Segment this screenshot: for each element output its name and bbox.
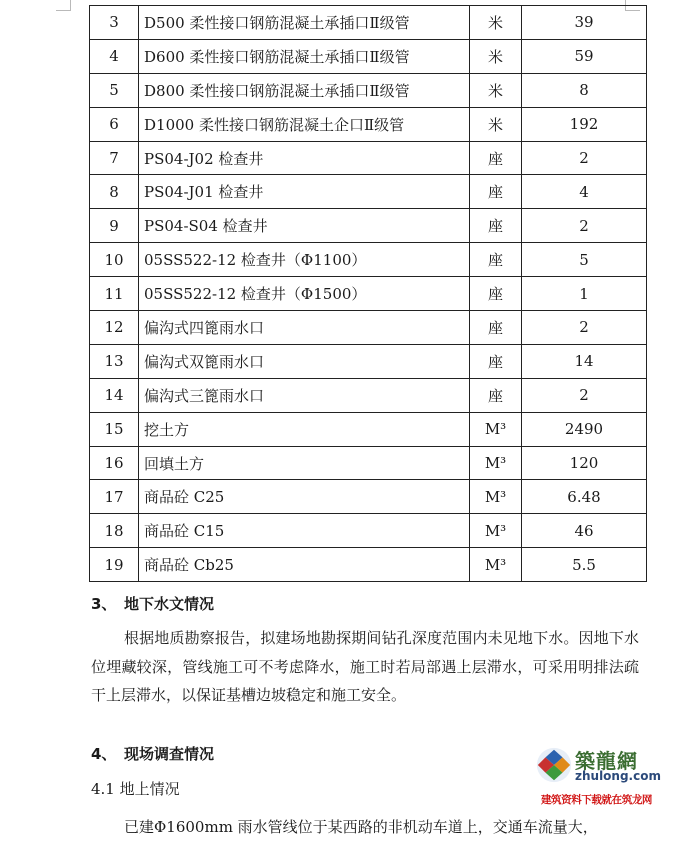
unit-cell: 座: [470, 378, 522, 412]
section-3-paragraph: 根据地质勘察报告，拟建场地勘探期间钻孔深度范围内未见地下水。因地下水位埋藏较深，管线施工可不考虑降水，施工时若局部遇上层滞水，可采用明排法疏干上层滞水，以保证基槽边坡稳定和施工安全。: [91, 629, 639, 705]
unit-cell: 座: [470, 344, 522, 378]
quantity-cell: 14: [522, 344, 647, 378]
unit-cell: M³: [470, 514, 522, 548]
section-4-number: 4、: [91, 745, 117, 763]
section-4-title: 现场调查情况: [124, 745, 215, 763]
quantity-cell: 46: [522, 514, 647, 548]
table-row: [90, 209, 647, 243]
row-number-cell: 12: [90, 311, 139, 345]
table-row: [90, 6, 647, 40]
table-row: [90, 548, 647, 582]
table-row: [90, 107, 647, 141]
unit-cell: 米: [470, 107, 522, 141]
row-number-cell: 11: [90, 277, 139, 311]
row-number-cell: 6: [90, 107, 139, 141]
table-row: [90, 311, 647, 345]
item-name-cell: 挖土方: [139, 412, 470, 446]
quantity-cell: 39: [522, 6, 647, 40]
unit-cell: M³: [470, 412, 522, 446]
item-name-cell: PS04-J01 检查井: [139, 175, 470, 209]
subsection-4-1-title: 4.1 地上情况: [91, 780, 180, 798]
row-number-cell: 15: [90, 412, 139, 446]
watermark-slogan: 建筑资料下载就在筑龙网: [540, 794, 653, 806]
unit-cell: 米: [470, 39, 522, 73]
unit-cell: 米: [470, 73, 522, 107]
table-row: [90, 344, 647, 378]
quantity-cell: 192: [522, 107, 647, 141]
item-name-cell: D800 柔性接口钢筋混凝土承插口Ⅱ级管: [139, 73, 470, 107]
item-name-cell: 商品砼 Cb25: [139, 548, 470, 582]
unit-cell: M³: [470, 548, 522, 582]
section-4-heading: [91, 743, 214, 764]
row-number-cell: 4: [90, 39, 139, 73]
table-row: [90, 39, 647, 73]
item-name-cell: D600 柔性接口钢筋混凝土承插口Ⅱ级管: [139, 39, 470, 73]
table-row: [90, 73, 647, 107]
item-name-cell: PS04-S04 检查井: [139, 209, 470, 243]
row-number-cell: 16: [90, 446, 139, 480]
row-number-cell: 18: [90, 514, 139, 548]
item-name-cell: 05SS522-12 检查井（Φ1100）: [139, 243, 470, 277]
item-name-cell: D500 柔性接口钢筋混凝土承插口Ⅱ级管: [139, 6, 470, 40]
row-number-cell: 3: [90, 6, 139, 40]
section-3-heading: [91, 593, 214, 614]
table-row: [90, 378, 647, 412]
unit-cell: 座: [470, 141, 522, 175]
unit-cell: 座: [470, 209, 522, 243]
zhulong-watermark: [529, 742, 664, 812]
quantity-cell: 5.5: [522, 548, 647, 582]
unit-cell: M³: [470, 446, 522, 480]
item-name-cell: 偏沟式双篦雨水口: [139, 344, 470, 378]
table-row: [90, 277, 647, 311]
section-4-paragraph: 已建Φ1600mm 雨水管线位于某西路的非机动车道上，交通车流量大，: [124, 818, 598, 836]
quantity-cell: 120: [522, 446, 647, 480]
quantity-cell: 8: [522, 73, 647, 107]
item-name-cell: 商品砼 C15: [139, 514, 470, 548]
row-number-cell: 5: [90, 73, 139, 107]
item-name-cell: D1000 柔性接口钢筋混凝土企口Ⅱ级管: [139, 107, 470, 141]
page-corner-mark-left: [56, 0, 71, 11]
section-3-number: 3、: [91, 595, 117, 613]
unit-cell: 座: [470, 277, 522, 311]
table-row: [90, 480, 647, 514]
zhulong-logo-icon: [535, 746, 573, 784]
item-name-cell: PS04-J02 检查井: [139, 141, 470, 175]
quantity-cell: 2: [522, 209, 647, 243]
section-3-title: 地下水文情况: [124, 595, 215, 613]
quantity-table: [89, 5, 647, 582]
quantity-cell: 2490: [522, 412, 647, 446]
unit-cell: 座: [470, 175, 522, 209]
row-number-cell: 14: [90, 378, 139, 412]
row-number-cell: 19: [90, 548, 139, 582]
table-row: [90, 412, 647, 446]
quantity-cell: 6.48: [522, 480, 647, 514]
quantity-cell: 59: [522, 39, 647, 73]
quantity-cell: 4: [522, 175, 647, 209]
item-name-cell: 偏沟式四篦雨水口: [139, 311, 470, 345]
unit-cell: 米: [470, 6, 522, 40]
item-name-cell: 偏沟式三篦雨水口: [139, 378, 470, 412]
table-row: [90, 141, 647, 175]
watermark-title: 築龍網: [575, 749, 638, 773]
unit-cell: 座: [470, 243, 522, 277]
quantity-table-body: [90, 6, 647, 582]
row-number-cell: 7: [90, 141, 139, 175]
quantity-cell: 1: [522, 277, 647, 311]
quantity-cell: 2: [522, 311, 647, 345]
row-number-cell: 9: [90, 209, 139, 243]
item-name-cell: 05SS522-12 检查井（Φ1500）: [139, 277, 470, 311]
unit-cell: M³: [470, 480, 522, 514]
quantity-cell: 2: [522, 378, 647, 412]
table-row: [90, 514, 647, 548]
row-number-cell: 10: [90, 243, 139, 277]
row-number-cell: 17: [90, 480, 139, 514]
watermark-domain: zhulong.com: [575, 769, 661, 783]
row-number-cell: 8: [90, 175, 139, 209]
quantity-cell: 5: [522, 243, 647, 277]
item-name-cell: 商品砼 C25: [139, 480, 470, 514]
unit-cell: 座: [470, 311, 522, 345]
table-row: [90, 446, 647, 480]
table-row: [90, 243, 647, 277]
item-name-cell: 回填土方: [139, 446, 470, 480]
row-number-cell: 13: [90, 344, 139, 378]
quantity-cell: 2: [522, 141, 647, 175]
table-row: [90, 175, 647, 209]
